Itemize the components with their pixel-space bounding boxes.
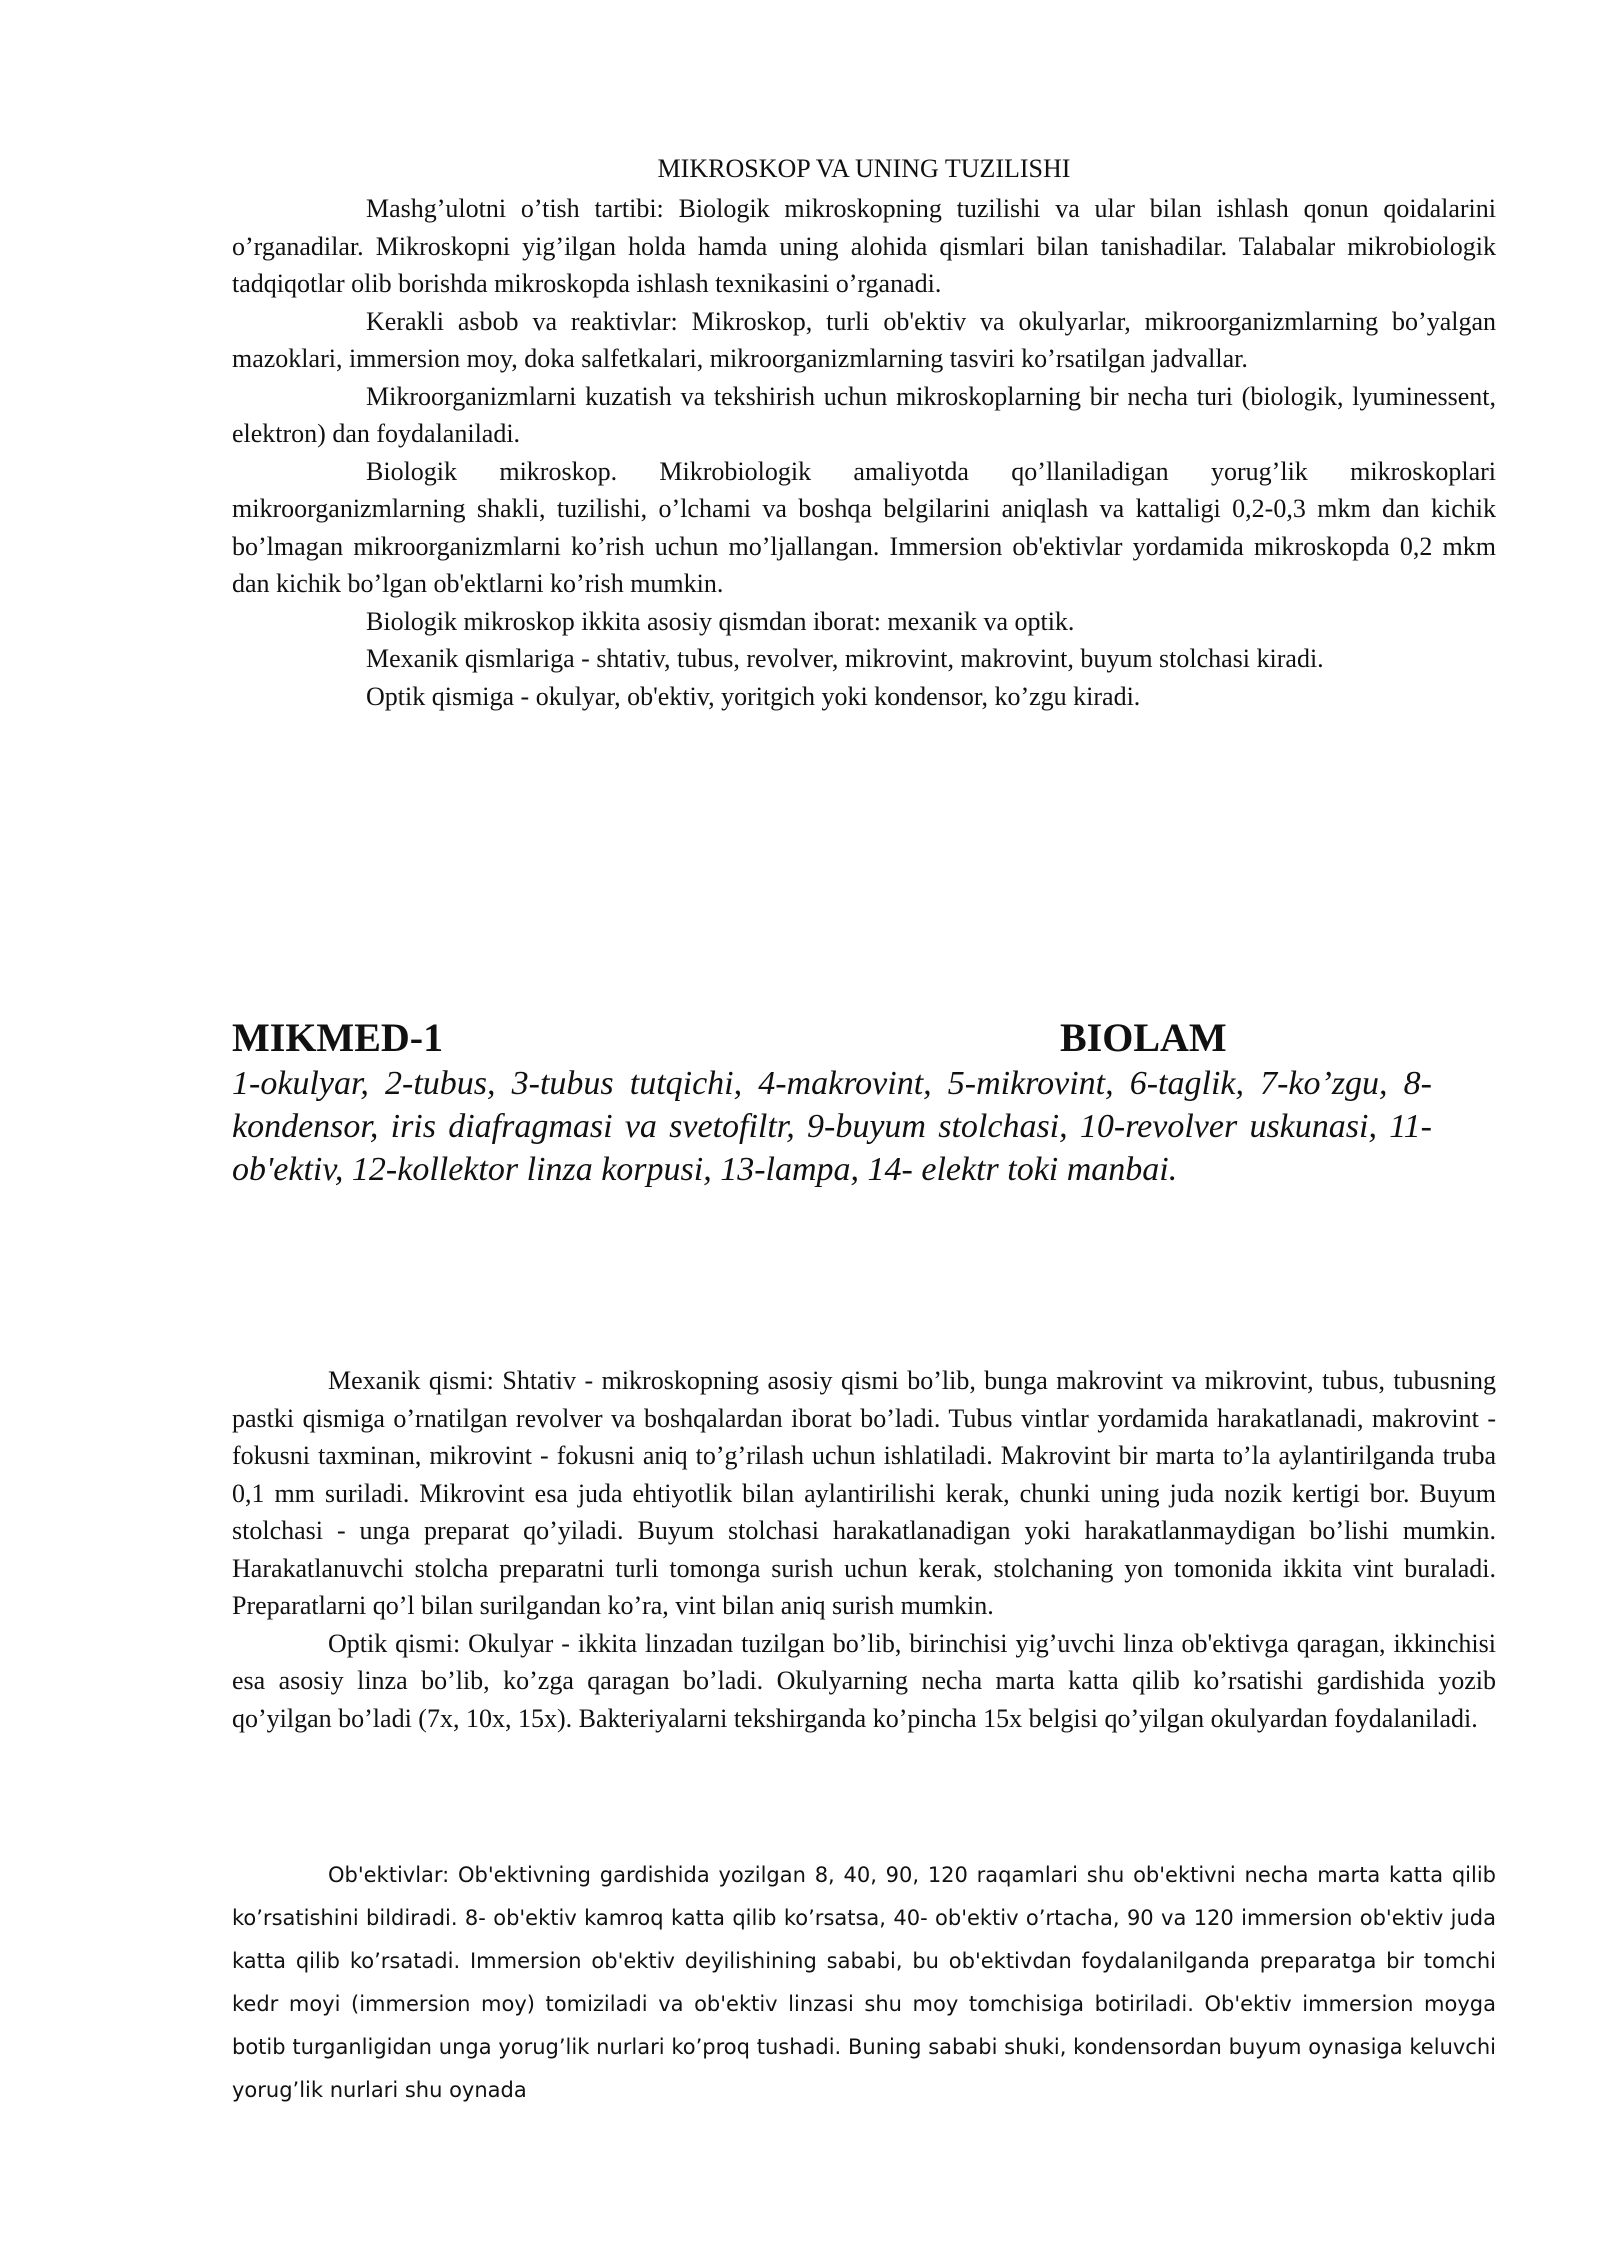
page-title: MIKROSKOP VA UNING TUZILISHI [657,154,1071,183]
paragraph-equipment: Kerakli asbob va reaktivlar: Mikroskop, turli ob'ektiv va okulyarlar, mikroorganizmlarning bo’yalgan mazoklari, immersion moy, doka salfetkalari, mikroorganizmlarning tasviri ko’rsatilgan jadvallar. [232,306,1496,373]
parts-legend: 1-okulyar, 2-tubus, 3-tubus tutqichi, 4-makrovint, 5-mikrovint, 6-taglik, 7-ko’zgu, 8-kondensor, iris diafragmasi va svetofiltr, 9-buyum stolchasi, 10-revolver uskunasi, 11-ob'ektiv, 12-kollektor linza korpusi, 13-lampa, 14- elektr toki manbai. [232,1065,1432,1188]
intro-section [232,190,1496,715]
paragraph-optical-part: Optik qismi: Okulyar - ikkita linzadan tuzilgan bo’lib, birinchisi yig’uvchi linza ob'ektivga qaragan, ikkinchisi esa asosiy linza bo’lib, ko’zga qaragan bo’ladi. Okulyarning necha marta katta qilib ko’rsatishi gardishida yozib qo’yilgan bo’ladi (7x, 10x, 15x). Bakteriyalarni tekshirganda ko’pincha 15x belgisi qo’yilgan okulyardan foydalaniladi. [232,1628,1496,1733]
paragraph-biological-microscope: Biologik mikroskop. Mikrobiologik amaliyotda qo’llaniladigan yorug’lik mikroskoplari mikroorganizmlarning shakli, tuzilishi, o’lchami va boshqa belgilarini aniqlash va kattaligi 0,2-0,3 mkm dan kichik bo’lmagan mikroorganizmlarni ko’rish uchun mo’ljallangan. Immersion ob'ektivlar yordamida mikroskopda 0,2 mkm dan kichik bo’lgan ob'ektlarni ko’rish mumkin. [232,456,1496,598]
objectives-section [232,1854,1496,2112]
microscope-name-mikmed: MIKMED-1 [232,1015,444,1060]
paragraph-objectives: Ob'ektivlar: Ob'ektivning gardishida yozilgan 8, 40, 90, 120 raqamlari shu ob'ektivni necha marta katta qilib ko’rsatishini bildiradi. 8- ob'ektiv kamroq katta qilib ko’rsatsa, 40- ob'ektiv o’rtacha, 90 va 120 immersion ob'ektiv juda katta qilib ko’rsatadi. Immersion ob'ektiv deyilishining sababi, bu ob'ektivdan foydalanilganda preparatga bir tomchi kedr moyi (immersion moy) tomiziladi va ob'ektiv linzasi shu moy tomchisiga botiriladi. Ob'ektiv immersion moyga botib turganligidan unga yorug’lik nurlari ko’proq tushadi. Buning sababi shuki, kondensordan buyum oynasiga keluvchi yorug’lik nurlari shu oynada [232,1863,1496,2102]
paragraph-optical-parts: Optik qismiga - okulyar, ob'ektiv, yoritgich yoki kondensor, ko’zgu kiradi. [366,681,1141,711]
paragraph-procedure: Mashg’ulotni o’tish tartibi: Biologik mikroskopning tuzilishi va ular bilan ishlash qonun qoidalarini o’rganadilar. Mikroskopni yig’ilgan holda hamda uning alohida qismlari bilan tanishadilar. Talabalar mikrobiologik tadqiqotlar olib borishda mikroskopda ishlash texnikasini o’rganadi. [232,194,1496,298]
paragraph-mechanical-parts: Mexanik qismlariga - shtativ, tubus, revolver, mikrovint, makrovint, buyum stolchasi kiradi. [366,644,1324,673]
paragraph-microscope-types: Mikroorganizmlarni kuzatish va tekshirish uchun mikroskoplarning bir necha turi (biologik, lyuminessent, elektron) dan foydalaniladi. [232,381,1496,448]
microscope-names-row [232,1010,1496,1070]
body-section [232,1362,1496,1737]
paragraph-mechanical-part: Mexanik qismi: Shtativ - mikroskopning asosiy qismi bo’lib, bunga makrovint va mikrovint, tubus, tubusning pastki qismiga o’rnatilgan revolver va boshqalardan iborat bo’ladi. Tubus vintlar yordamida harakatlanadi, makrovint - fokusni taxminan, mikrovint - fokusni aniq to’g’rilash uchun ishlatiladi. Makrovint bir marta to’la aylantirilganda truba 0,1 mm suriladi. Mikrovint esa juda ehtiyotlik bilan aylantirilishi kerak, chunki uning juda nozik kertigi bor. Buyum stolchasi - unga preparat qo’yiladi. Buyum stolchasi harakatlanadigan yoki harakatlanmaydigan bo’lishi mumkin. Harakatlanuvchi stolcha preparatni turli tomonga surish uchun kerak, stolchaning yon tomonida ikkita vint buraladi. Preparatlarni qo’l bilan surilgandan ko’ra, vint bilan aniq surish mumkin. [232,1366,1496,1620]
microscope-name-biolam: BIOLAM [1060,1015,1227,1060]
paragraph-main-parts: Biologik mikroskop ikkita asosiy qismdan iborat: mexanik va optik. [366,606,1075,636]
